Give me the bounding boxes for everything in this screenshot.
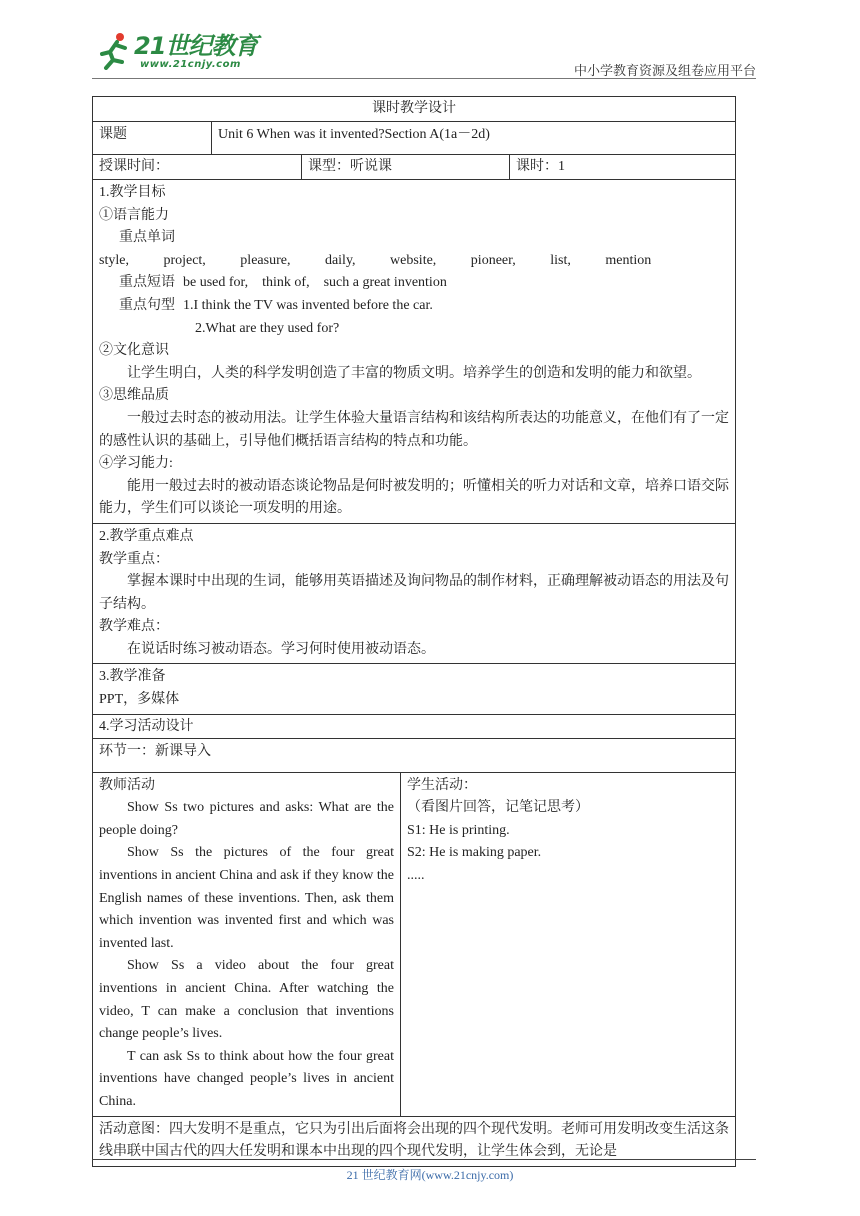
site-logo[interactable] (92, 32, 272, 72)
key-phrases-line (99, 272, 729, 295)
key-words-line (99, 227, 729, 272)
difficulty-label: 教学难点： (99, 619, 169, 635)
section-focus (93, 524, 735, 664)
student-line-1: （看图片回答，记笔记思考） (407, 800, 589, 816)
period-label: 课时：1 (509, 155, 735, 179)
header-divider (92, 78, 756, 79)
time-label: 授课时间： (99, 159, 169, 174)
key-sentence-1: 1.I think the TV was invented before the car. (183, 297, 433, 313)
topic-value: Unit 6 When was it invented?Section A(1a－2d) (211, 122, 735, 154)
activity-intent: 活动意图：四大发明不是重点，它只为引出后面将会出现的四个现代发明。老师可用发明改变生活这条线串联中国古代的四大任发明和课本中出现的四个现代发明，让学生体会到，无论是 (99, 1121, 729, 1160)
student-line-2: S1: He is printing. (407, 822, 510, 838)
teacher-paragraph-4: T can ask Ss to think about how the four great inventions have changed people’s lives in ancient China. (99, 1048, 394, 1109)
key-phrases: be used for, think of, such a great invention (183, 275, 447, 291)
section-preparation (93, 664, 735, 713)
key-phrases-label: 重点短语 (119, 275, 175, 291)
teacher-paragraph-1: Show Ss two pictures and asks: What are the people doing? (99, 800, 394, 838)
teacher-activity-label: 教师活动 (99, 777, 155, 793)
student-line-3: S2: He is making paper. (407, 845, 542, 861)
thinking-heading: ③思维品质 (99, 388, 169, 404)
learning-heading: ④学习能力: (99, 456, 173, 472)
logo-url: www.21cnjy.com (140, 59, 241, 70)
activities-heading: 4.学习活动设计 (99, 718, 194, 734)
preparation-heading: 3.教学准备 (99, 669, 166, 685)
teacher-paragraph-3: Show Ss a video about the four great inventions in ancient China. After watching the video, T can make a conclusion that inventions change people’s lives. (99, 958, 394, 1042)
table-title: 课时教学设计 (372, 101, 456, 116)
focus-label: 教学重点： (99, 551, 169, 567)
logo-wordmark: 21世纪教育 (134, 32, 258, 60)
section-objectives (93, 180, 735, 523)
thinking-text: 一般过去时态的被动用法。让学生体验大量语言结构和该结构所表达的功能意义，在他们有了一定的感性认识的基础上，引导他们概括语言结构的特点和功能。 (99, 410, 729, 449)
step-one-heading: 环节一：新课导入 (99, 743, 211, 759)
footer-divider (92, 1159, 756, 1160)
key-sentence-2: 2.What are they used for? (195, 320, 340, 336)
footer-text[interactable]: 21 世纪教育网(www.21cnjy.com) (346, 1168, 514, 1182)
student-activity-label: 学生活动： (407, 777, 477, 793)
key-words-label: 重点单词 (119, 230, 175, 246)
student-line-4: ..... (407, 868, 425, 884)
page-header (92, 28, 756, 78)
objectives-heading: 1.教学目标 (99, 185, 166, 200)
type-label: 课型：听说课 (301, 155, 509, 179)
key-words: style, project, pleasure, daily, website, pioneer, list, mention (99, 252, 652, 268)
platform-name: 中小学教育资源及组卷应用平台 (573, 64, 756, 79)
learning-text: 能用一般过去时的被动语态谈论物品是何时被发明的；听懂相关的听力对话和文章，培养口语交际能力，学生们可以谈论一项发明的用途。 (99, 478, 729, 517)
preparation-text: PPT，多媒体 (99, 692, 180, 708)
topic-label: 课题 (99, 127, 127, 142)
key-sentences-label: 重点句型 (119, 297, 175, 313)
focus-text: 掌握本课时中出现的生词，能够用英语描述及询问物品的制作材料，正确理解被动语态的用法及句子结构。 (99, 574, 729, 612)
runner-icon (96, 32, 132, 70)
culture-text: 让学生明白，人类的科学发明创造了丰富的物质文明。培养学生的创造和发明的能力和欲望。 (127, 365, 701, 381)
teacher-paragraph-2: Show Ss the pictures of the four great inventions in ancient China and ask if they know the English names of these inventions. Then, ask them which invention was invented first and which was invented last. (99, 845, 394, 951)
lesson-plan-table (92, 96, 736, 1167)
culture-heading: ②文化意识 (99, 343, 169, 359)
difficulty-text: 在说话时练习被动语态。学习何时使用被动语态。 (127, 641, 435, 657)
focus-heading: 2.教学重点难点 (99, 528, 194, 544)
teacher-activity-cell (93, 773, 400, 1116)
language-heading: ①语言能力 (99, 207, 169, 223)
key-sentences-line (99, 295, 729, 318)
student-activity-cell (400, 773, 735, 1116)
